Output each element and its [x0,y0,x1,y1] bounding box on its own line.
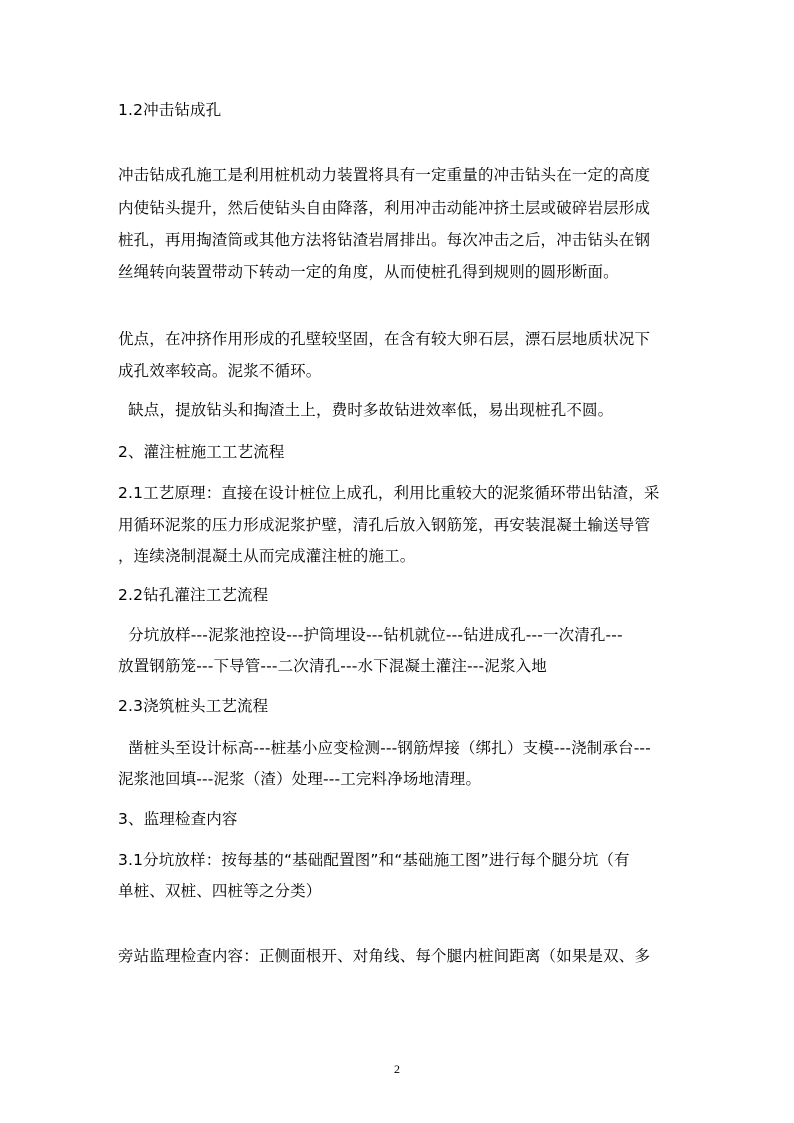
flow-2-3-line: 凿桩头至设计标高---桩基小应变检测---钢筋焊接（绑扎）支模---浇制承台--- [118,739,651,757]
section-3-heading: 3、监理检查内容 [118,810,238,828]
paragraph-2-1-line: 2.1工艺原理：直接在设计桩位上成孔，利用比重较大的泥浆循环带出钻渣，采 [118,484,660,502]
advantages-line: 成孔效率较高。泥浆不循环。 [118,362,322,380]
paragraph-line: 旁站监理检查内容：正侧面根开、对角线、每个腿内桩间距离（如果是双、多 [118,947,651,965]
paragraph-line: 丝绳转向装置带动下转动一定的角度，从而使桩孔得到规则的圆形断面。 [118,263,619,281]
paragraph-2-1-line: 用循环泥浆的压力形成泥浆护壁，清孔后放入钢筋笼，再安装混凝土输送导管 [118,516,651,534]
paragraph-3-1-line: 3.1分坑放样：按每基的“基础配置图”和“基础施工图”进行每个腿分坑（有 [118,851,630,869]
heading-2-2: 2.2钻孔灌注工艺流程 [118,586,269,604]
flow-2-2-line: 分坑放样---泥浆池控设---护筒埋设---钻机就位---钻进成孔---一次清孔--- [118,626,623,644]
heading-1-2: 1.2冲击钻成孔 [118,101,222,119]
disadvantages-line: 缺点，提放钻头和掏渣土上，费时多故钻进效率低，易出现桩孔不圆。 [118,401,614,419]
advantages-line: 优点，在冲挤作用形成的孔壁较坚固，在含有较大卵石层，漂石层地质状况下 [118,330,651,348]
flow-2-2-line: 放置钢筋笼---下导管---二次清孔---水下混凝土灌注---泥浆入地 [118,657,547,675]
heading-2-3: 2.3浇筑桩头工艺流程 [118,697,269,715]
paragraph-line: 桩孔，再用掏渣筒或其他方法将钻渣岩屑排出。每次冲击之后，冲击钻头在钢 [118,231,651,249]
paragraph-2-1-line: ，连续浇制混凝土从而完成灌注桩的施工。 [118,547,416,565]
paragraph-line: 冲击钻成孔施工是利用桩机动力装置将具有一定重量的冲击钻头在一定的高度 [118,166,651,184]
section-2-heading: 2、灌注桩施工工艺流程 [118,443,285,461]
flow-2-3-line: 泥浆池回填---泥浆（渣）处理---工完料净场地清理。 [118,770,482,788]
paragraph-3-1-line: 单桩、双桩、四桩等之分类） [118,882,322,900]
page-number: 2 [394,1062,400,1076]
paragraph-line: 内使钻头提升，然后使钻头自由降落，利用冲击动能冲挤土层或破碎岩层形成 [118,199,651,217]
